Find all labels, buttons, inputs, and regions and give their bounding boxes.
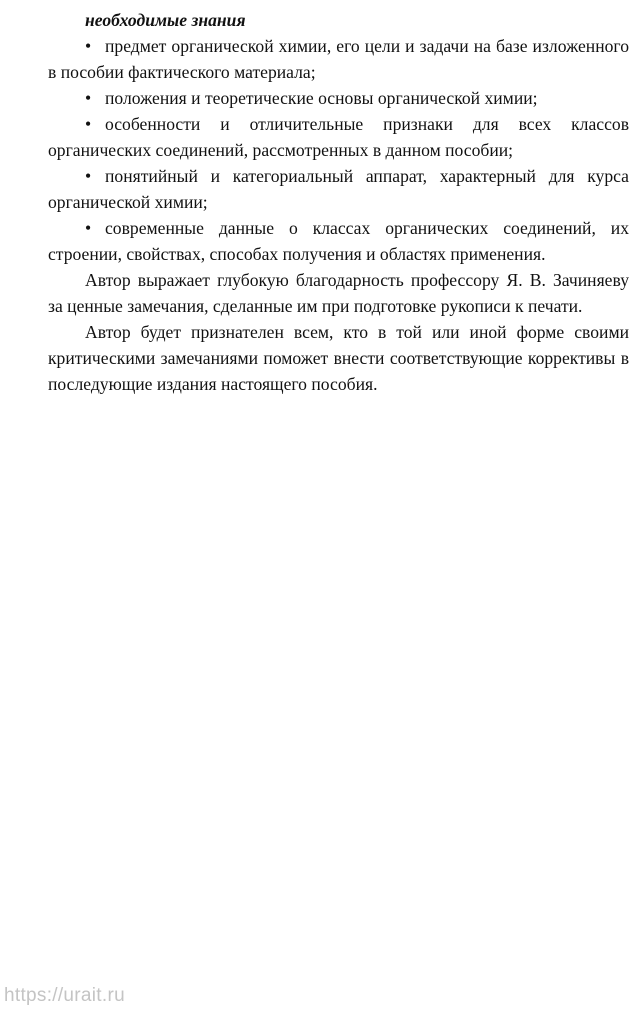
bullet-item	[48, 85, 629, 111]
bullet-text: положения и теоретические основы органической химии;	[105, 88, 538, 108]
acknowledgement-paragraph: Автор выражает глубокую благодарность профессору Я. В. Зачиняеву за ценные замечания, сделанные им при подготовке рукописи к печати.	[48, 270, 629, 316]
bullet-icon: •	[85, 36, 92, 56]
section-heading: необходимые знания	[85, 10, 246, 30]
feedback-paragraph: Автор будет признателен всем, кто в той или иной форме своими критическими замечаниями поможет внести соответствующие коррективы в последующие издания настоящего пособия.	[48, 322, 629, 394]
watermark-url: https://urait.ru	[4, 985, 125, 1006]
bullet-icon: •	[85, 166, 92, 186]
bullet-item	[48, 33, 629, 85]
bullet-text: современные данные о классах органических соединений, их строении, свойствах, способах получения и областях применения.	[48, 218, 629, 264]
document-body	[48, 7, 629, 397]
bullet-text: понятийный и категориальный аппарат, характерный для курса органической химии;	[48, 166, 629, 212]
bullet-text: особенности и отличительные признаки для всех классов органических соединений, рассмотренных в данном пособии;	[48, 114, 629, 160]
bullet-text: предмет органической химии, его цели и задачи на базе изложенного в пособии фактического материала;	[48, 36, 629, 82]
bullet-item	[48, 215, 629, 267]
bullet-item	[48, 163, 629, 215]
bullet-icon: •	[85, 114, 92, 134]
bullet-item	[48, 111, 629, 163]
bullet-icon: •	[85, 218, 92, 238]
bullet-icon: •	[85, 88, 92, 108]
